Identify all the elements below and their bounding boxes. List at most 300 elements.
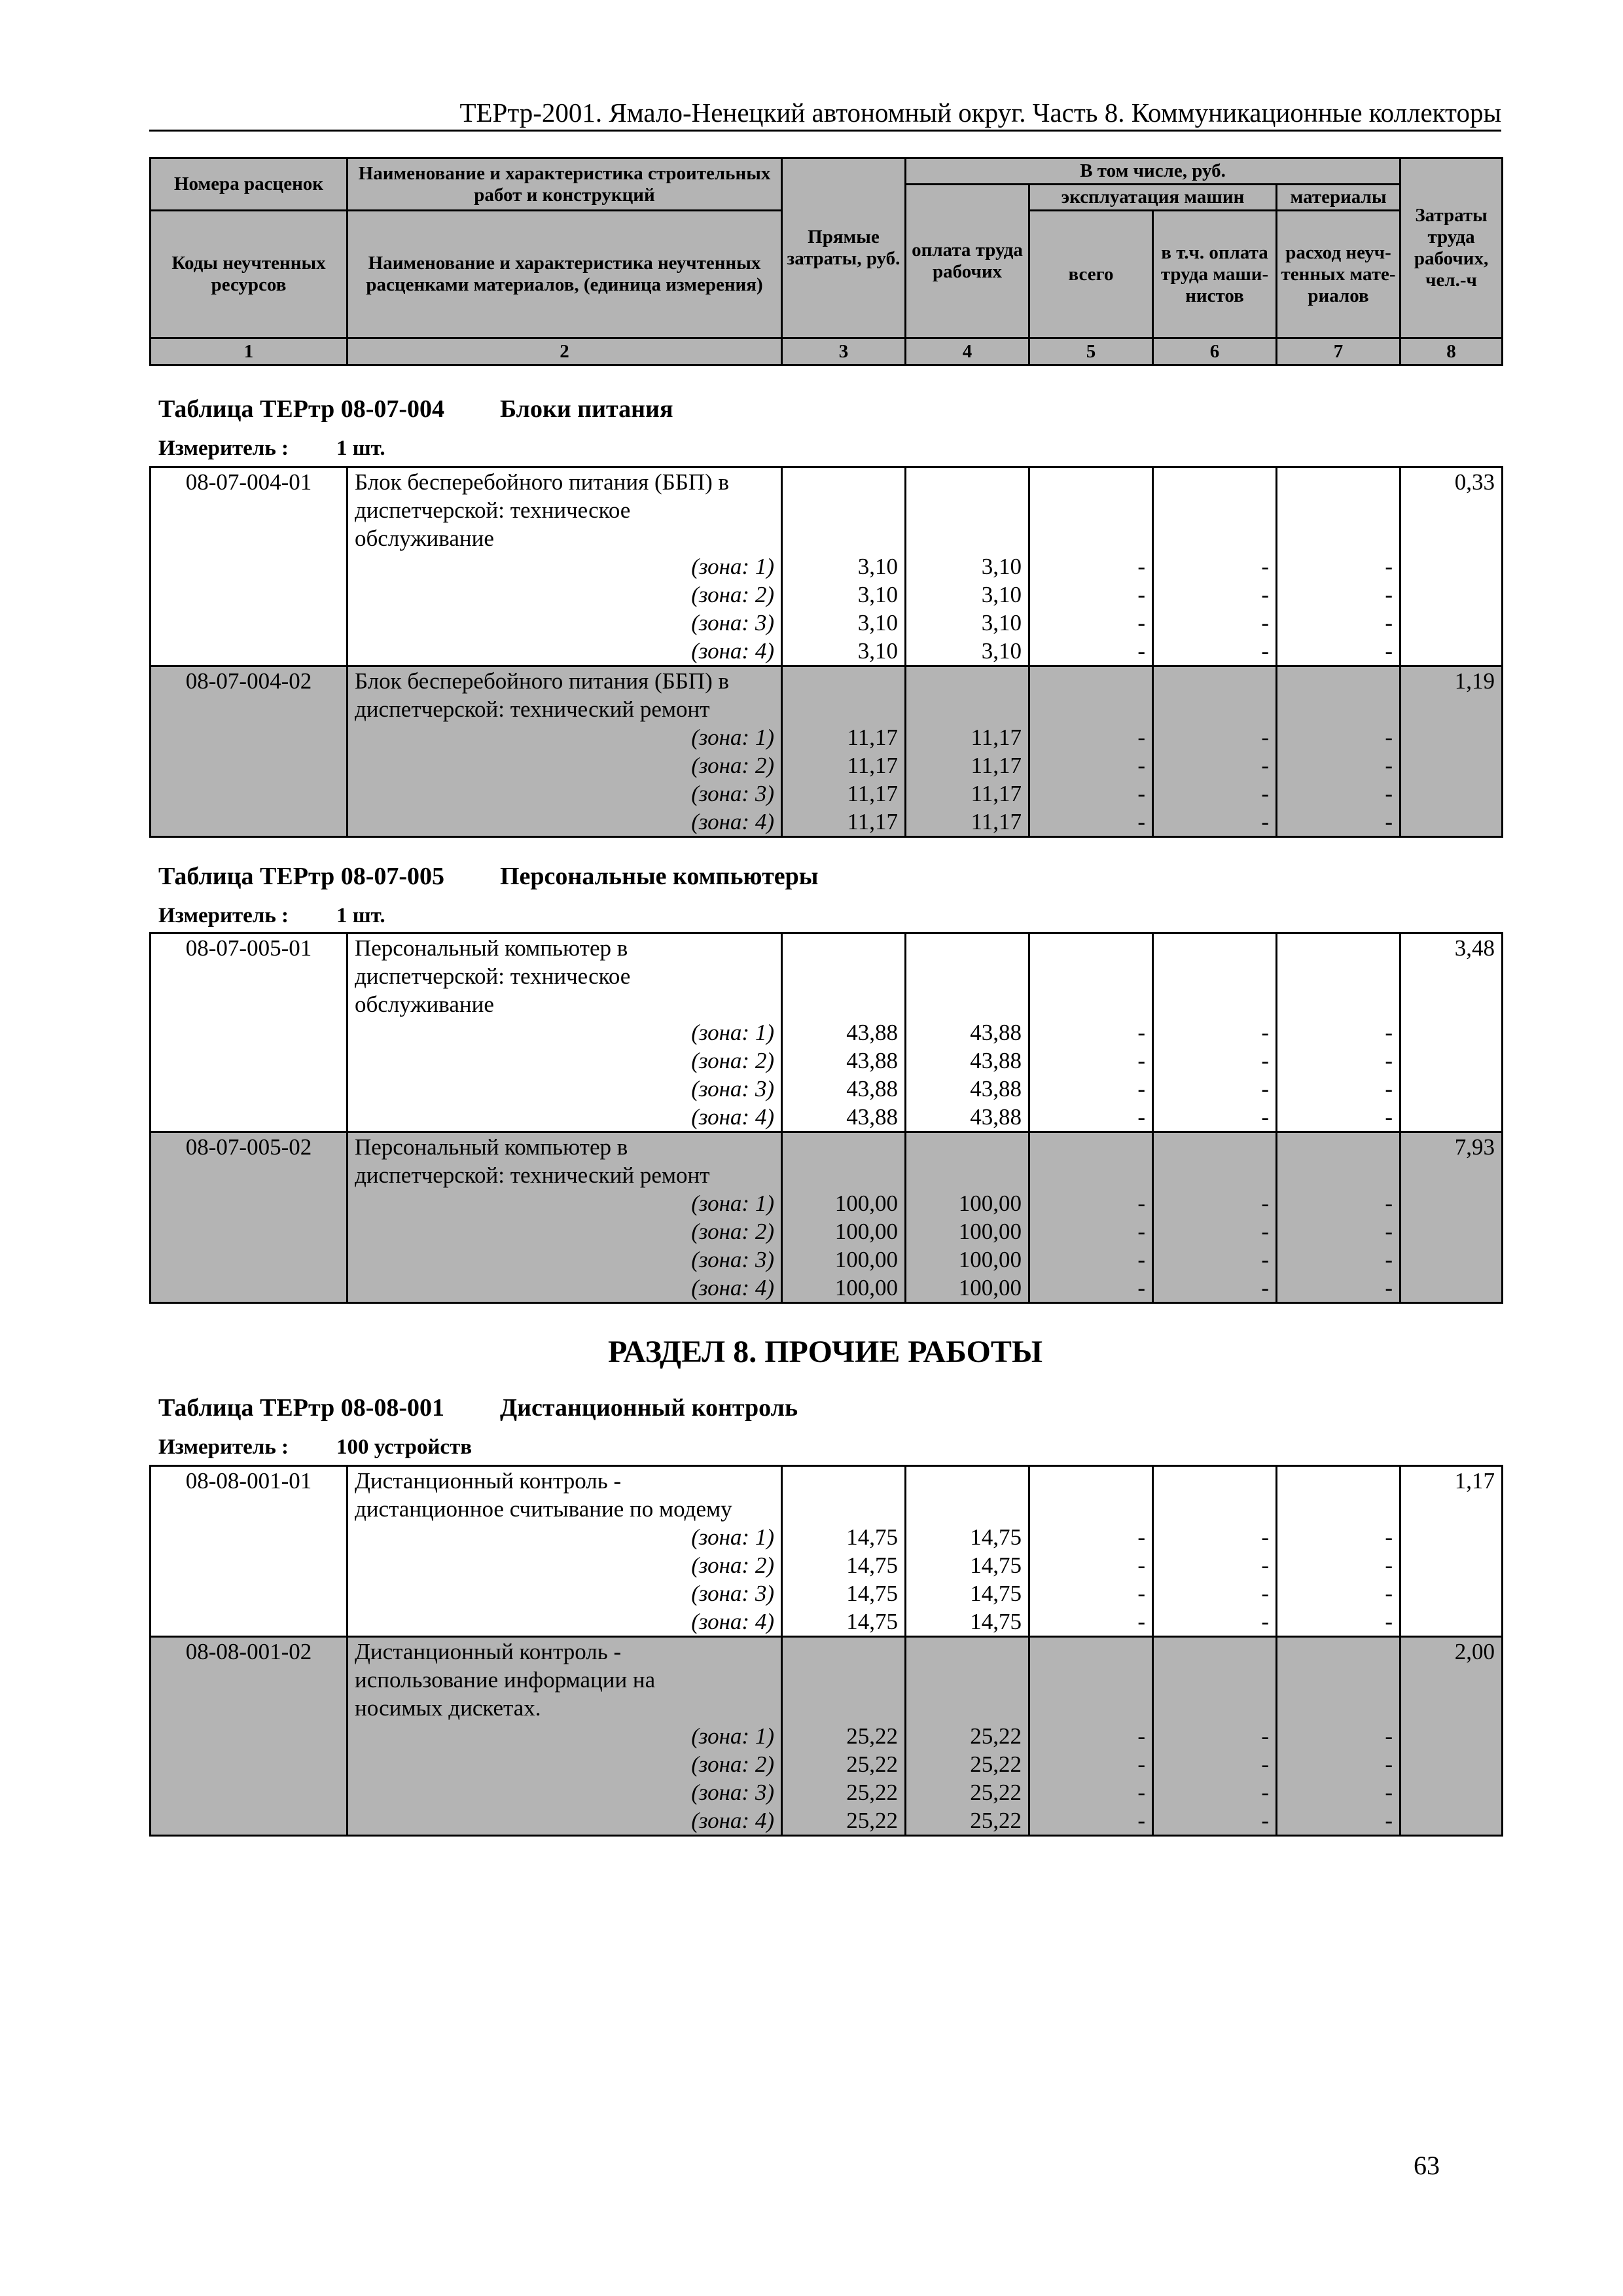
table-row (151, 1694, 1503, 1722)
zone-label-cell: (зона: 1) (348, 1722, 782, 1750)
measure-line (158, 435, 385, 461)
value-cell (906, 1666, 1029, 1694)
work-name-cell: Блок бесперебойного питания (ББП) в (348, 467, 782, 497)
table-row (151, 552, 1503, 581)
wages-cell: 100,00 (906, 1274, 1029, 1303)
materials-cell: - (1277, 1103, 1400, 1132)
table-code: Таблица ТЕРтр 08-08-001 (158, 1394, 445, 1422)
measure-value: 1 шт. (336, 904, 385, 927)
header-direct-costs: Прямые затраты, руб. (782, 158, 906, 338)
header-machinist-wages: в т.ч. оплата труда маши-нистов (1153, 211, 1277, 338)
rate-code-cell (151, 637, 348, 666)
table-row (151, 581, 1503, 609)
table-row (151, 1274, 1503, 1303)
value-cell (1277, 1694, 1400, 1722)
value-cell (782, 990, 906, 1018)
rate-code-cell: 08-07-005-02 (151, 1132, 348, 1162)
materials-cell: - (1277, 1607, 1400, 1637)
rate-code-cell (151, 751, 348, 780)
table-row (151, 1806, 1503, 1836)
col-number: 3 (782, 338, 906, 365)
table-row (151, 1666, 1503, 1694)
header-resource-codes: Коды неучтенных ресурсов (151, 211, 348, 338)
table-row (151, 1132, 1503, 1162)
work-name-cell: диспетчерской: техническое (348, 962, 782, 990)
rate-code-cell (151, 1495, 348, 1523)
zone-label-cell: (зона: 4) (348, 1103, 782, 1132)
table-row (151, 1722, 1503, 1750)
table-row (151, 751, 1503, 780)
wages-cell: 11,17 (906, 751, 1029, 780)
table-row (151, 1750, 1503, 1778)
materials-cell: - (1277, 637, 1400, 666)
value-cell (1153, 695, 1277, 723)
work-name-cell: диспетчерской: техническое (348, 496, 782, 524)
value-cell (782, 1495, 906, 1523)
machines-total-cell: - (1029, 1523, 1153, 1551)
machinist-wages-cell: - (1153, 723, 1277, 751)
wages-cell: 14,75 (906, 1579, 1029, 1607)
table-title (158, 861, 818, 891)
rate-code-cell: 08-07-005-01 (151, 933, 348, 963)
value-cell (906, 467, 1029, 497)
rate-code-cell (151, 723, 348, 751)
machinist-wages-cell: - (1153, 1778, 1277, 1806)
rate-code-cell (151, 695, 348, 723)
wages-cell: 14,75 (906, 1551, 1029, 1579)
rate-code-cell: 08-07-004-01 (151, 467, 348, 497)
machinist-wages-cell: - (1153, 1217, 1277, 1246)
rate-code-cell (151, 1666, 348, 1694)
value-cell (782, 1466, 906, 1496)
zone-label-cell: (зона: 2) (348, 1551, 782, 1579)
work-name-cell: Блок бесперебойного питания (ББП) в (348, 666, 782, 696)
labor-cost-cell (1400, 1047, 1503, 1075)
labor-cost-cell (1400, 1103, 1503, 1132)
rate-code-cell (151, 1161, 348, 1189)
direct-cost-cell: 25,22 (782, 1806, 906, 1836)
table-row (151, 723, 1503, 751)
zone-label-cell: (зона: 1) (348, 1189, 782, 1217)
table-row (151, 666, 1503, 696)
section-title: РАЗДЕЛ 8. ПРОЧИЕ РАБОТЫ (607, 1335, 1043, 1369)
labor-cost-cell (1400, 1607, 1503, 1637)
value-cell (782, 496, 906, 524)
table-row (151, 1579, 1503, 1607)
rate-code-cell (151, 1075, 348, 1103)
machinist-wages-cell: - (1153, 1189, 1277, 1217)
machines-total-cell: - (1029, 1579, 1153, 1607)
table-row (151, 1466, 1503, 1496)
materials-cell: - (1277, 581, 1400, 609)
labor-cost-cell (1400, 808, 1503, 837)
value-cell (906, 496, 1029, 524)
machines-total-cell: - (1029, 1551, 1153, 1579)
zone-label-cell: (зона: 1) (348, 723, 782, 751)
rate-code-cell (151, 1103, 348, 1132)
direct-cost-cell: 14,75 (782, 1579, 906, 1607)
machinist-wages-cell: - (1153, 637, 1277, 666)
table-row (151, 1161, 1503, 1189)
value-cell (1029, 524, 1153, 552)
value-cell (1029, 1637, 1153, 1666)
machinist-wages-cell: - (1153, 808, 1277, 837)
direct-cost-cell: 100,00 (782, 1189, 906, 1217)
rate-code-cell (151, 1722, 348, 1750)
value-cell (1153, 990, 1277, 1018)
header-machines-total: всего (1029, 211, 1153, 338)
wages-cell: 3,10 (906, 609, 1029, 637)
header-wages: оплата труда рабочих (906, 185, 1029, 338)
wages-cell: 43,88 (906, 1047, 1029, 1075)
work-name-cell: диспетчерской: технический ремонт (348, 1161, 782, 1189)
zone-label-cell: (зона: 4) (348, 1806, 782, 1836)
measure-label: Измеритель : (158, 1435, 289, 1459)
header-rate-numbers: Номера расценок (151, 158, 348, 211)
rate-code-cell (151, 808, 348, 837)
value-cell (1277, 1132, 1400, 1162)
wages-cell: 25,22 (906, 1806, 1029, 1836)
machinist-wages-cell: - (1153, 1523, 1277, 1551)
materials-cell: - (1277, 1217, 1400, 1246)
materials-cell: - (1277, 780, 1400, 808)
direct-cost-cell: 14,75 (782, 1607, 906, 1637)
labor-cost-cell (1400, 723, 1503, 751)
table-row (151, 933, 1503, 963)
machines-total-cell: - (1029, 637, 1153, 666)
machines-total-cell: - (1029, 780, 1153, 808)
materials-cell: - (1277, 723, 1400, 751)
direct-cost-cell: 3,10 (782, 637, 906, 666)
wages-cell: 100,00 (906, 1246, 1029, 1274)
header-material-names: Наименование и характеристика неучтенных расценками материалов, (единица измерения) (348, 211, 782, 338)
zone-label-cell: (зона: 2) (348, 1047, 782, 1075)
rate-code-cell (151, 496, 348, 524)
direct-cost-cell: 43,88 (782, 1047, 906, 1075)
table-title (158, 394, 673, 424)
labor-cost-cell (1400, 581, 1503, 609)
table-row (151, 695, 1503, 723)
machines-total-cell: - (1029, 723, 1153, 751)
work-name-cell: Дистанционный контроль - (348, 1637, 782, 1666)
wages-cell: 11,17 (906, 723, 1029, 751)
direct-cost-cell: 100,00 (782, 1274, 906, 1303)
machines-total-cell: - (1029, 1722, 1153, 1750)
machines-total-cell: - (1029, 1018, 1153, 1047)
zone-label-cell: (зона: 2) (348, 581, 782, 609)
table-title (158, 1393, 798, 1423)
machinist-wages-cell: - (1153, 1274, 1277, 1303)
machinist-wages-cell: - (1153, 1750, 1277, 1778)
value-cell (782, 1666, 906, 1694)
value-cell (906, 962, 1029, 990)
rate-code-cell: 08-07-004-02 (151, 666, 348, 696)
rate-code-cell (151, 1579, 348, 1607)
machines-total-cell: - (1029, 552, 1153, 581)
value-cell (1277, 467, 1400, 497)
value-cell (1153, 1161, 1277, 1189)
value-cell (1277, 990, 1400, 1018)
col-number: 1 (151, 338, 348, 365)
table-row (151, 467, 1503, 497)
value-cell (1153, 1495, 1277, 1523)
direct-cost-cell: 25,22 (782, 1750, 906, 1778)
direct-cost-cell: 14,75 (782, 1551, 906, 1579)
machines-total-cell: - (1029, 1075, 1153, 1103)
rate-code-cell (151, 1217, 348, 1246)
table-name: Персональные компьютеры (500, 863, 819, 890)
direct-cost-cell: 100,00 (782, 1217, 906, 1246)
value-cell (1153, 1637, 1277, 1666)
value-cell (906, 1694, 1029, 1722)
direct-cost-cell: 11,17 (782, 723, 906, 751)
table-row (151, 1103, 1503, 1132)
materials-cell: - (1277, 1551, 1400, 1579)
work-name-cell: обслуживание (348, 524, 782, 552)
rate-code-cell (151, 1047, 348, 1075)
labor-cost-cell: 1,17 (1400, 1466, 1503, 1496)
wages-cell: 43,88 (906, 1075, 1029, 1103)
direct-cost-cell: 3,10 (782, 552, 906, 581)
zone-label-cell: (зона: 3) (348, 1778, 782, 1806)
table-row (151, 496, 1503, 524)
labor-cost-cell: 0,33 (1400, 467, 1503, 497)
labor-cost-cell (1400, 1551, 1503, 1579)
materials-cell: - (1277, 1806, 1400, 1836)
zone-label-cell: (зона: 3) (348, 1246, 782, 1274)
col-number: 2 (348, 338, 782, 365)
table-code: Таблица ТЕРтр 08-07-004 (158, 395, 445, 423)
value-cell (1029, 990, 1153, 1018)
direct-cost-cell: 25,22 (782, 1722, 906, 1750)
value-cell (1277, 496, 1400, 524)
value-cell (1277, 524, 1400, 552)
value-cell (1029, 695, 1153, 723)
machinist-wages-cell: - (1153, 1551, 1277, 1579)
table-row (151, 962, 1503, 990)
value-cell (1153, 1666, 1277, 1694)
value-cell (906, 990, 1029, 1018)
machinist-wages-cell: - (1153, 1806, 1277, 1836)
value-cell (1029, 1161, 1153, 1189)
machinist-wages-cell: - (1153, 609, 1277, 637)
wages-cell: 11,17 (906, 808, 1029, 837)
rate-code-cell: 08-08-001-01 (151, 1466, 348, 1496)
labor-cost-cell (1400, 1274, 1503, 1303)
materials-cell: - (1277, 808, 1400, 837)
work-name-cell: использование информации на (348, 1666, 782, 1694)
machines-total-cell: - (1029, 808, 1153, 837)
col-number: 5 (1029, 338, 1153, 365)
value-cell (1277, 962, 1400, 990)
machines-total-cell: - (1029, 1778, 1153, 1806)
labor-cost-cell (1400, 609, 1503, 637)
value-cell (1029, 1132, 1153, 1162)
value-cell (1029, 1466, 1153, 1496)
table-row (151, 637, 1503, 666)
work-name-cell: носимых дискетах. (348, 1694, 782, 1722)
direct-cost-cell: 14,75 (782, 1523, 906, 1551)
table-name: Дистанционный контроль (500, 1394, 798, 1422)
header-material-consumption: расход неуч-тенных мате-риалов (1277, 211, 1400, 338)
value-cell (1029, 962, 1153, 990)
rate-code-cell (151, 1551, 348, 1579)
table-row (151, 1523, 1503, 1551)
table-row (151, 524, 1503, 552)
machines-total-cell: - (1029, 1246, 1153, 1274)
rate-code-cell (151, 1523, 348, 1551)
labor-cost-cell (1400, 1579, 1503, 1607)
wages-cell: 25,22 (906, 1722, 1029, 1750)
value-cell (906, 1132, 1029, 1162)
table-row (151, 1217, 1503, 1246)
header-labor-costs: Затраты труда рабочих, чел.-ч (1400, 158, 1503, 338)
value-cell (1277, 695, 1400, 723)
zone-label-cell: (зона: 2) (348, 1750, 782, 1778)
zone-label-cell: (зона: 1) (348, 1523, 782, 1551)
machinist-wages-cell: - (1153, 581, 1277, 609)
value-cell (1029, 1694, 1153, 1722)
rates-table (149, 932, 1503, 1304)
rate-code-cell (151, 1018, 348, 1047)
work-name-cell: обслуживание (348, 990, 782, 1018)
value-cell (1153, 962, 1277, 990)
machinist-wages-cell: - (1153, 1722, 1277, 1750)
direct-cost-cell: 3,10 (782, 609, 906, 637)
page-number: 63 (1414, 2151, 1440, 2180)
value-cell (906, 933, 1029, 963)
materials-cell: - (1277, 1722, 1400, 1750)
zone-label-cell: (зона: 1) (348, 1018, 782, 1047)
header-materials: материалы (1277, 185, 1400, 211)
machinist-wages-cell: - (1153, 552, 1277, 581)
machinist-wages-cell: - (1153, 1047, 1277, 1075)
labor-cost-cell: 2,00 (1400, 1637, 1503, 1666)
machines-total-cell: - (1029, 1607, 1153, 1637)
machinist-wages-cell: - (1153, 1075, 1277, 1103)
table-row (151, 1778, 1503, 1806)
col-number: 6 (1153, 338, 1277, 365)
labor-cost-cell (1400, 1075, 1503, 1103)
value-cell (1277, 1637, 1400, 1666)
work-name-cell: дистанционное считывание по модему (348, 1495, 782, 1523)
value-cell (782, 524, 906, 552)
rate-code-cell (151, 552, 348, 581)
materials-cell: - (1277, 1047, 1400, 1075)
work-name-cell: Дистанционный контроль - (348, 1466, 782, 1496)
rate-code-cell (151, 962, 348, 990)
machinist-wages-cell: - (1153, 751, 1277, 780)
machinist-wages-cell: - (1153, 1607, 1277, 1637)
labor-cost-cell: 7,93 (1400, 1132, 1503, 1162)
labor-cost-cell (1400, 1666, 1503, 1694)
zone-label-cell: (зона: 4) (348, 1274, 782, 1303)
rate-code-cell: 08-08-001-02 (151, 1637, 348, 1666)
wages-cell: 14,75 (906, 1607, 1029, 1637)
materials-cell: - (1277, 1189, 1400, 1217)
value-cell (1277, 1161, 1400, 1189)
rate-code-cell (151, 1806, 348, 1836)
value-cell (1153, 496, 1277, 524)
wages-cell: 3,10 (906, 581, 1029, 609)
value-cell (782, 1132, 906, 1162)
zone-label-cell: (зона: 3) (348, 780, 782, 808)
value-cell (1277, 666, 1400, 696)
rate-code-cell (151, 1778, 348, 1806)
value-cell (782, 933, 906, 963)
machinist-wages-cell: - (1153, 780, 1277, 808)
materials-cell: - (1277, 1274, 1400, 1303)
zone-label-cell: (зона: 4) (348, 637, 782, 666)
labor-cost-cell (1400, 751, 1503, 780)
measure-value: 100 устройств (336, 1435, 473, 1459)
value-cell (782, 695, 906, 723)
wages-cell: 43,88 (906, 1018, 1029, 1047)
table-row (151, 1075, 1503, 1103)
value-cell (906, 524, 1029, 552)
value-cell (906, 1495, 1029, 1523)
machinist-wages-cell: - (1153, 1103, 1277, 1132)
rate-code-cell (151, 581, 348, 609)
labor-cost-cell (1400, 1806, 1503, 1836)
machines-total-cell: - (1029, 1103, 1153, 1132)
machines-total-cell: - (1029, 751, 1153, 780)
labor-cost-cell (1400, 1722, 1503, 1750)
rate-code-cell (151, 1189, 348, 1217)
machines-total-cell: - (1029, 1806, 1153, 1836)
labor-cost-cell (1400, 552, 1503, 581)
header-including: В том числе, руб. (906, 158, 1400, 185)
labor-cost-cell (1400, 1694, 1503, 1722)
measure-line (158, 1434, 472, 1460)
labor-cost-cell (1400, 1523, 1503, 1551)
labor-cost-cell (1400, 1778, 1503, 1806)
rates-table (149, 466, 1503, 838)
direct-cost-cell: 3,10 (782, 581, 906, 609)
work-name-cell: диспетчерской: технический ремонт (348, 695, 782, 723)
direct-cost-cell: 11,17 (782, 808, 906, 837)
wages-cell: 100,00 (906, 1217, 1029, 1246)
table-row (151, 780, 1503, 808)
machines-total-cell: - (1029, 1750, 1153, 1778)
materials-cell: - (1277, 1075, 1400, 1103)
materials-cell: - (1277, 552, 1400, 581)
direct-cost-cell: 43,88 (782, 1103, 906, 1132)
measure-label: Измеритель : (158, 904, 289, 927)
header-machines: эксплуатация машин (1029, 185, 1277, 211)
zone-label-cell: (зона: 2) (348, 1217, 782, 1246)
table-row (151, 1637, 1503, 1666)
rate-code-cell (151, 524, 348, 552)
header-work-name: Наименование и характеристика строительных работ и конструкций (348, 158, 782, 211)
direct-cost-cell: 11,17 (782, 751, 906, 780)
table-row (151, 1189, 1503, 1217)
value-cell (1029, 1495, 1153, 1523)
direct-cost-cell: 11,17 (782, 780, 906, 808)
machines-total-cell: - (1029, 1274, 1153, 1303)
wages-cell: 25,22 (906, 1778, 1029, 1806)
value-cell (782, 467, 906, 497)
wages-cell: 11,17 (906, 780, 1029, 808)
labor-cost-cell (1400, 990, 1503, 1018)
column-header-table (149, 157, 1503, 366)
labor-cost-cell (1400, 1161, 1503, 1189)
measure-value: 1 шт. (336, 437, 385, 460)
labor-cost-cell (1400, 1495, 1503, 1523)
page-header: ТЕРтр-2001. Ямало-Ненецкий автономный округ. Часть 8. Коммуникационные коллекторы (149, 97, 1501, 132)
wages-cell: 3,10 (906, 552, 1029, 581)
labor-cost-cell (1400, 1750, 1503, 1778)
